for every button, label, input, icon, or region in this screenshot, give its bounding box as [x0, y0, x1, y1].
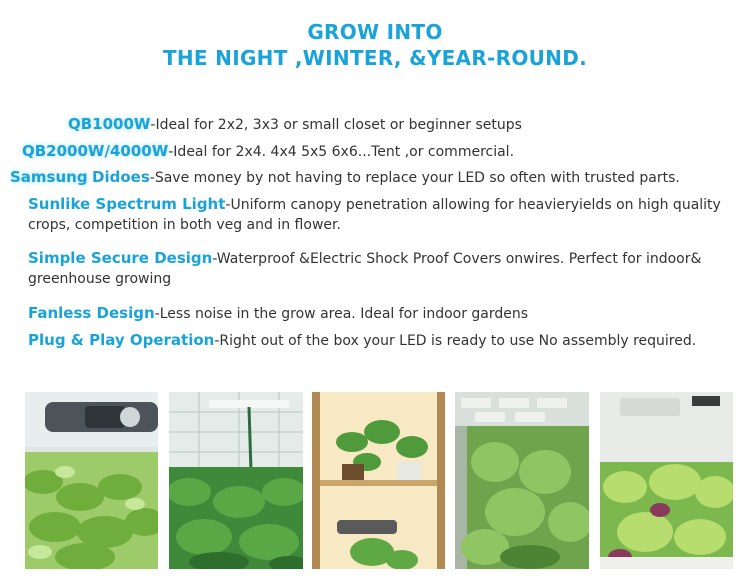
feature-simple-secure — [28, 248, 728, 289]
feature-text: -Uniform canopy penetration allowing for heavieryields on high quality crops, competition in both veg and in flower. — [28, 197, 721, 233]
photo-tent-grow — [455, 392, 589, 569]
feature-text: -Waterproof &Electric Shock Proof Covers onwires. Perfect for indoor& greenhouse growing — [28, 251, 702, 287]
headline-line-1: GROW INTO — [307, 20, 443, 44]
feature-key: Fanless Design — [28, 304, 155, 322]
feature-sunlike-spectrum — [28, 194, 728, 235]
feature-qb1000w — [68, 114, 522, 135]
feature-text: -Less noise in the grow area. Ideal for indoor gardens — [154, 306, 529, 322]
feature-qb2000w — [22, 141, 514, 162]
feature-key: QB1000W — [68, 115, 151, 133]
headline-line-2: THE NIGHT ,WINTER, &YEAR-ROUND. — [162, 46, 588, 70]
feature-text: -Ideal for 2x2, 3x3 or small closet or beginner setups — [150, 117, 522, 133]
photo-greenhouse — [169, 392, 303, 569]
feature-text: -Save money by not having to replace your LED so often with trusted parts. — [149, 170, 680, 186]
feature-text: -Ideal for 2x4. 4x4 5x5 6x6...Tent ,or commercial. — [168, 144, 515, 160]
feature-key: Plug & Play Operation — [28, 331, 215, 349]
photo-leafy-greens — [600, 392, 733, 569]
feature-samsung-diodes — [10, 167, 680, 188]
feature-key: Sunlike Spectrum Light — [28, 195, 226, 213]
feature-key-diodes: Didoes — [92, 168, 150, 186]
feature-key: QB2000W/4000W — [22, 142, 169, 160]
feature-text: -Right out of the box your LED is ready to use No assembly required. — [214, 333, 697, 349]
photo-houseplants — [312, 392, 445, 569]
feature-key-samsung: Samsung — [10, 168, 88, 186]
feature-fanless — [28, 303, 528, 324]
photo-seedlings — [25, 392, 158, 569]
feature-plug-and-play — [28, 330, 696, 351]
feature-key: Simple Secure Design — [28, 249, 213, 267]
